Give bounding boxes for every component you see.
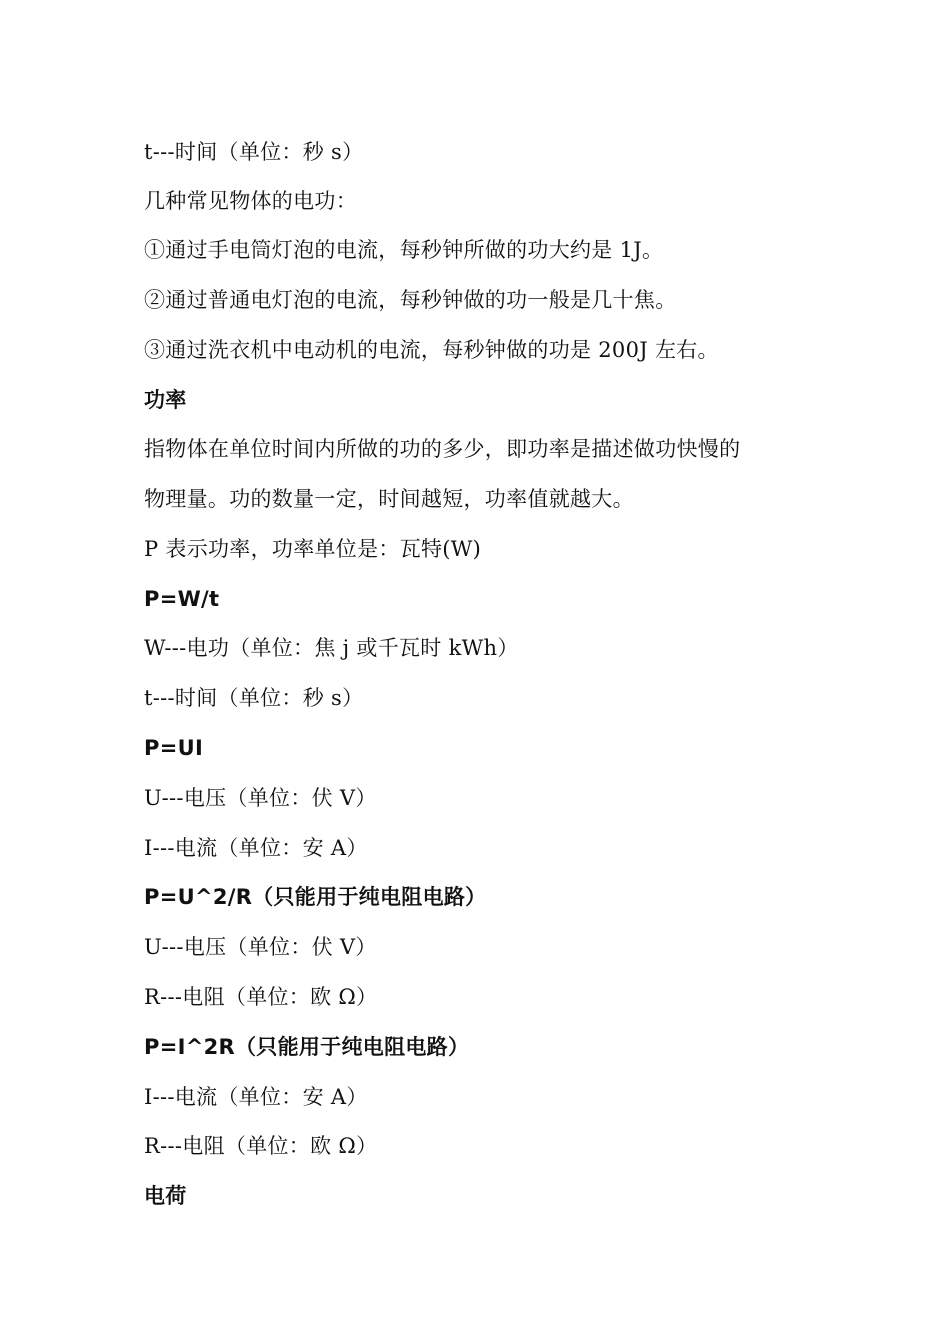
power-unit-line: P 表示功率，功率单位是：瓦特(W) [144, 537, 482, 561]
variable-r-2: R---电阻（单位：欧 Ω） [144, 1134, 378, 1158]
section-heading-charge: 电荷 [144, 1184, 187, 1208]
formula-p-ui: P=UI [144, 736, 204, 760]
variable-t: t---时间（单位：秒 s） [144, 686, 364, 710]
variable-w: W---电功（单位：焦 j 或千瓦时 kWh） [144, 636, 519, 660]
variable-u: U---电压（单位：伏 V） [144, 786, 377, 810]
variable-r: R---电阻（单位：欧 Ω） [144, 985, 378, 1009]
variable-u-2: U---电压（单位：伏 V） [144, 935, 377, 959]
formula-p-w-t: P=W/t [144, 587, 220, 611]
power-definition-line-2: 物理量。功的数量一定，时间越短，功率值就越大。 [144, 487, 634, 511]
example-light-bulb: ②通过普通电灯泡的电流，每秒钟做的功一般是几十焦。 [144, 288, 677, 312]
section-heading-power: 功率 [144, 388, 187, 412]
variable-i-2: I---电流（单位：安 A） [144, 1085, 368, 1109]
example-flashlight: ①通过手电筒灯泡的电流，每秒钟所做的功大约是 1J。 [144, 238, 664, 262]
time-definition-line: t---时间（单位：秒 s） [144, 140, 364, 164]
formula-p-u2-r: P=U^2/R（只能用于纯电阻电路） [144, 885, 487, 909]
common-objects-intro: 几种常见物体的电功： [144, 189, 357, 213]
formula-p-i2r: P=I^2R（只能用于纯电阻电路） [144, 1035, 470, 1059]
power-definition-line-1: 指物体在单位时间内所做的功的多少，即功率是描述做功快慢的 [144, 437, 741, 461]
variable-i: I---电流（单位：安 A） [144, 836, 368, 860]
example-washing-machine: ③通过洗衣机中电动机的电流，每秒钟做的功是 200J 左右。 [144, 338, 719, 362]
